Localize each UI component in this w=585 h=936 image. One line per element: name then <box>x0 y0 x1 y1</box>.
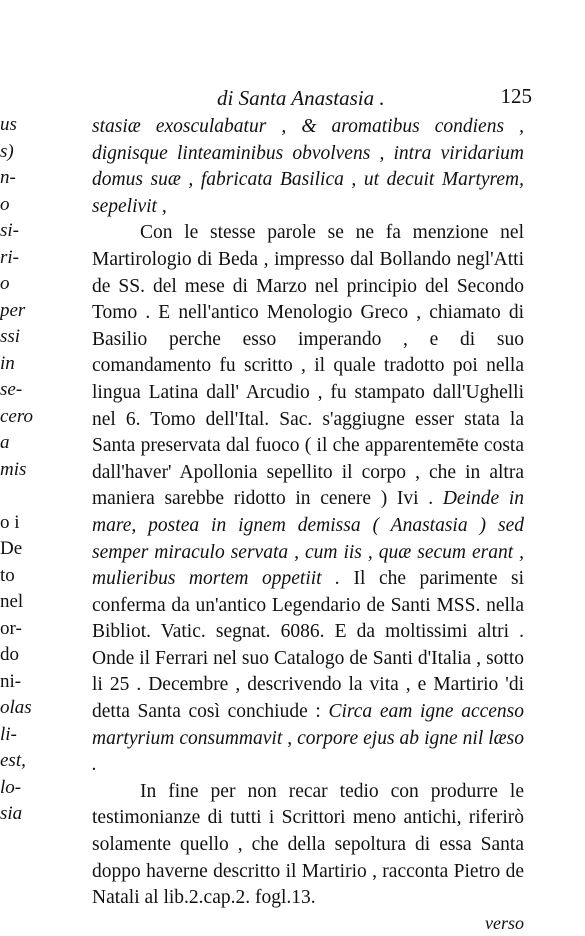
page-header <box>92 84 532 114</box>
margin-line: a <box>0 432 10 453</box>
margin-line: per <box>0 299 26 321</box>
paragraph <box>92 220 524 778</box>
body-text <box>92 114 524 936</box>
margin-line: lo- <box>0 776 22 798</box>
margin-line: si- <box>0 220 19 241</box>
margin-line: in <box>0 352 15 374</box>
margin-line <box>0 483 48 510</box>
margin-line: n- <box>0 167 16 188</box>
latin-quotation: Deinde in mare, postea in ignem demissa ( Anastasia ) sed semper miraculo servata , cum iis , quæ secum erant , mulieribus mortem oppetiit . <box>92 488 525 590</box>
margin-line: est, <box>0 750 26 771</box>
margin-line: o <box>0 273 10 294</box>
margin-line: mis <box>0 458 27 480</box>
margin-line: olas <box>0 697 32 718</box>
page-number: 125 <box>500 84 532 108</box>
margin-line: o i <box>0 511 20 533</box>
margin-line: De <box>0 538 23 559</box>
margin-line: ssi <box>0 326 21 347</box>
running-head: di Santa Anastasia . <box>217 86 385 110</box>
margin-line: ri- <box>0 246 19 268</box>
margin-line: li- <box>0 723 17 745</box>
paragraph-text: Con le stesse parole se ne fa menzione nel Martirologio di Beda , impresso dal Bollando negl'Atti de SS. del mese di Marzo nel principio del Secondo Tomo . E nell'antico Menologio Greco , chiamato di Basilio perche esso imperando , e di suo comandamento fu scritto , il quale tradotto poi nella lingua Latina dall' Arcudio , fu stampato dall'Ughelli nel 6. Tomo dell'Ital. Sac. s'aggiugne esser stata la Santa preservata dal fuoco ( il che apparentemēte costa dall'haver' Apollonia sepellito il corpo , che in altra maniera sarebbe ridotto in cenere ) Ivi . <box>92 222 524 510</box>
catchword: verso <box>485 912 524 933</box>
margin-line: us <box>0 114 17 135</box>
margin-line: do <box>0 644 19 665</box>
paragraph: In fine per non recar tedio con produrre le testimonianze di tutti i Scrittori meno antichi, riferirò solamente quello , che della sepoltura di essa Santa doppo haverne descritto il Martirio , racconta Pietro de Natali al lib.2.cap.2. fogl.13. <box>92 780 524 909</box>
latin-quotation: Circa eam igne accenso martyrium consummavit , corpore ejus ab igne nil læso . <box>92 701 524 776</box>
margin-line: se- <box>0 379 23 400</box>
paragraph-text: Il che parimente si conferma da un'antico Legendario de Santi MSS. nella Bibliot. Vatic. segnat. 6086. E da moltissimi altri . Onde il Ferrari nel suo Catalogo de Santi d'Italia , sotto li 25 . Decembre , descrivendo la vita , e Martirio 'di detta Santa così conchiude : <box>92 568 524 723</box>
margin-line: sia <box>0 803 23 824</box>
book-page <box>92 84 532 936</box>
margin-line: ni- <box>0 670 22 692</box>
margin-line: cero <box>0 405 34 427</box>
margin-line: to <box>0 564 15 586</box>
latin-quotation: stasiæ exosculabatur , & aromatibus condiens , dignisque linteaminibus obvolvens , intra viridarium domus suæ , fabricata Basilica , ut decuit Martyrem, sepelivit , <box>92 116 524 217</box>
margin-line: nel <box>0 591 24 612</box>
margin-line: s) <box>0 140 14 162</box>
adjacent-page-margin <box>0 112 48 828</box>
margin-line: or- <box>0 617 22 639</box>
margin-line: o <box>0 193 10 215</box>
